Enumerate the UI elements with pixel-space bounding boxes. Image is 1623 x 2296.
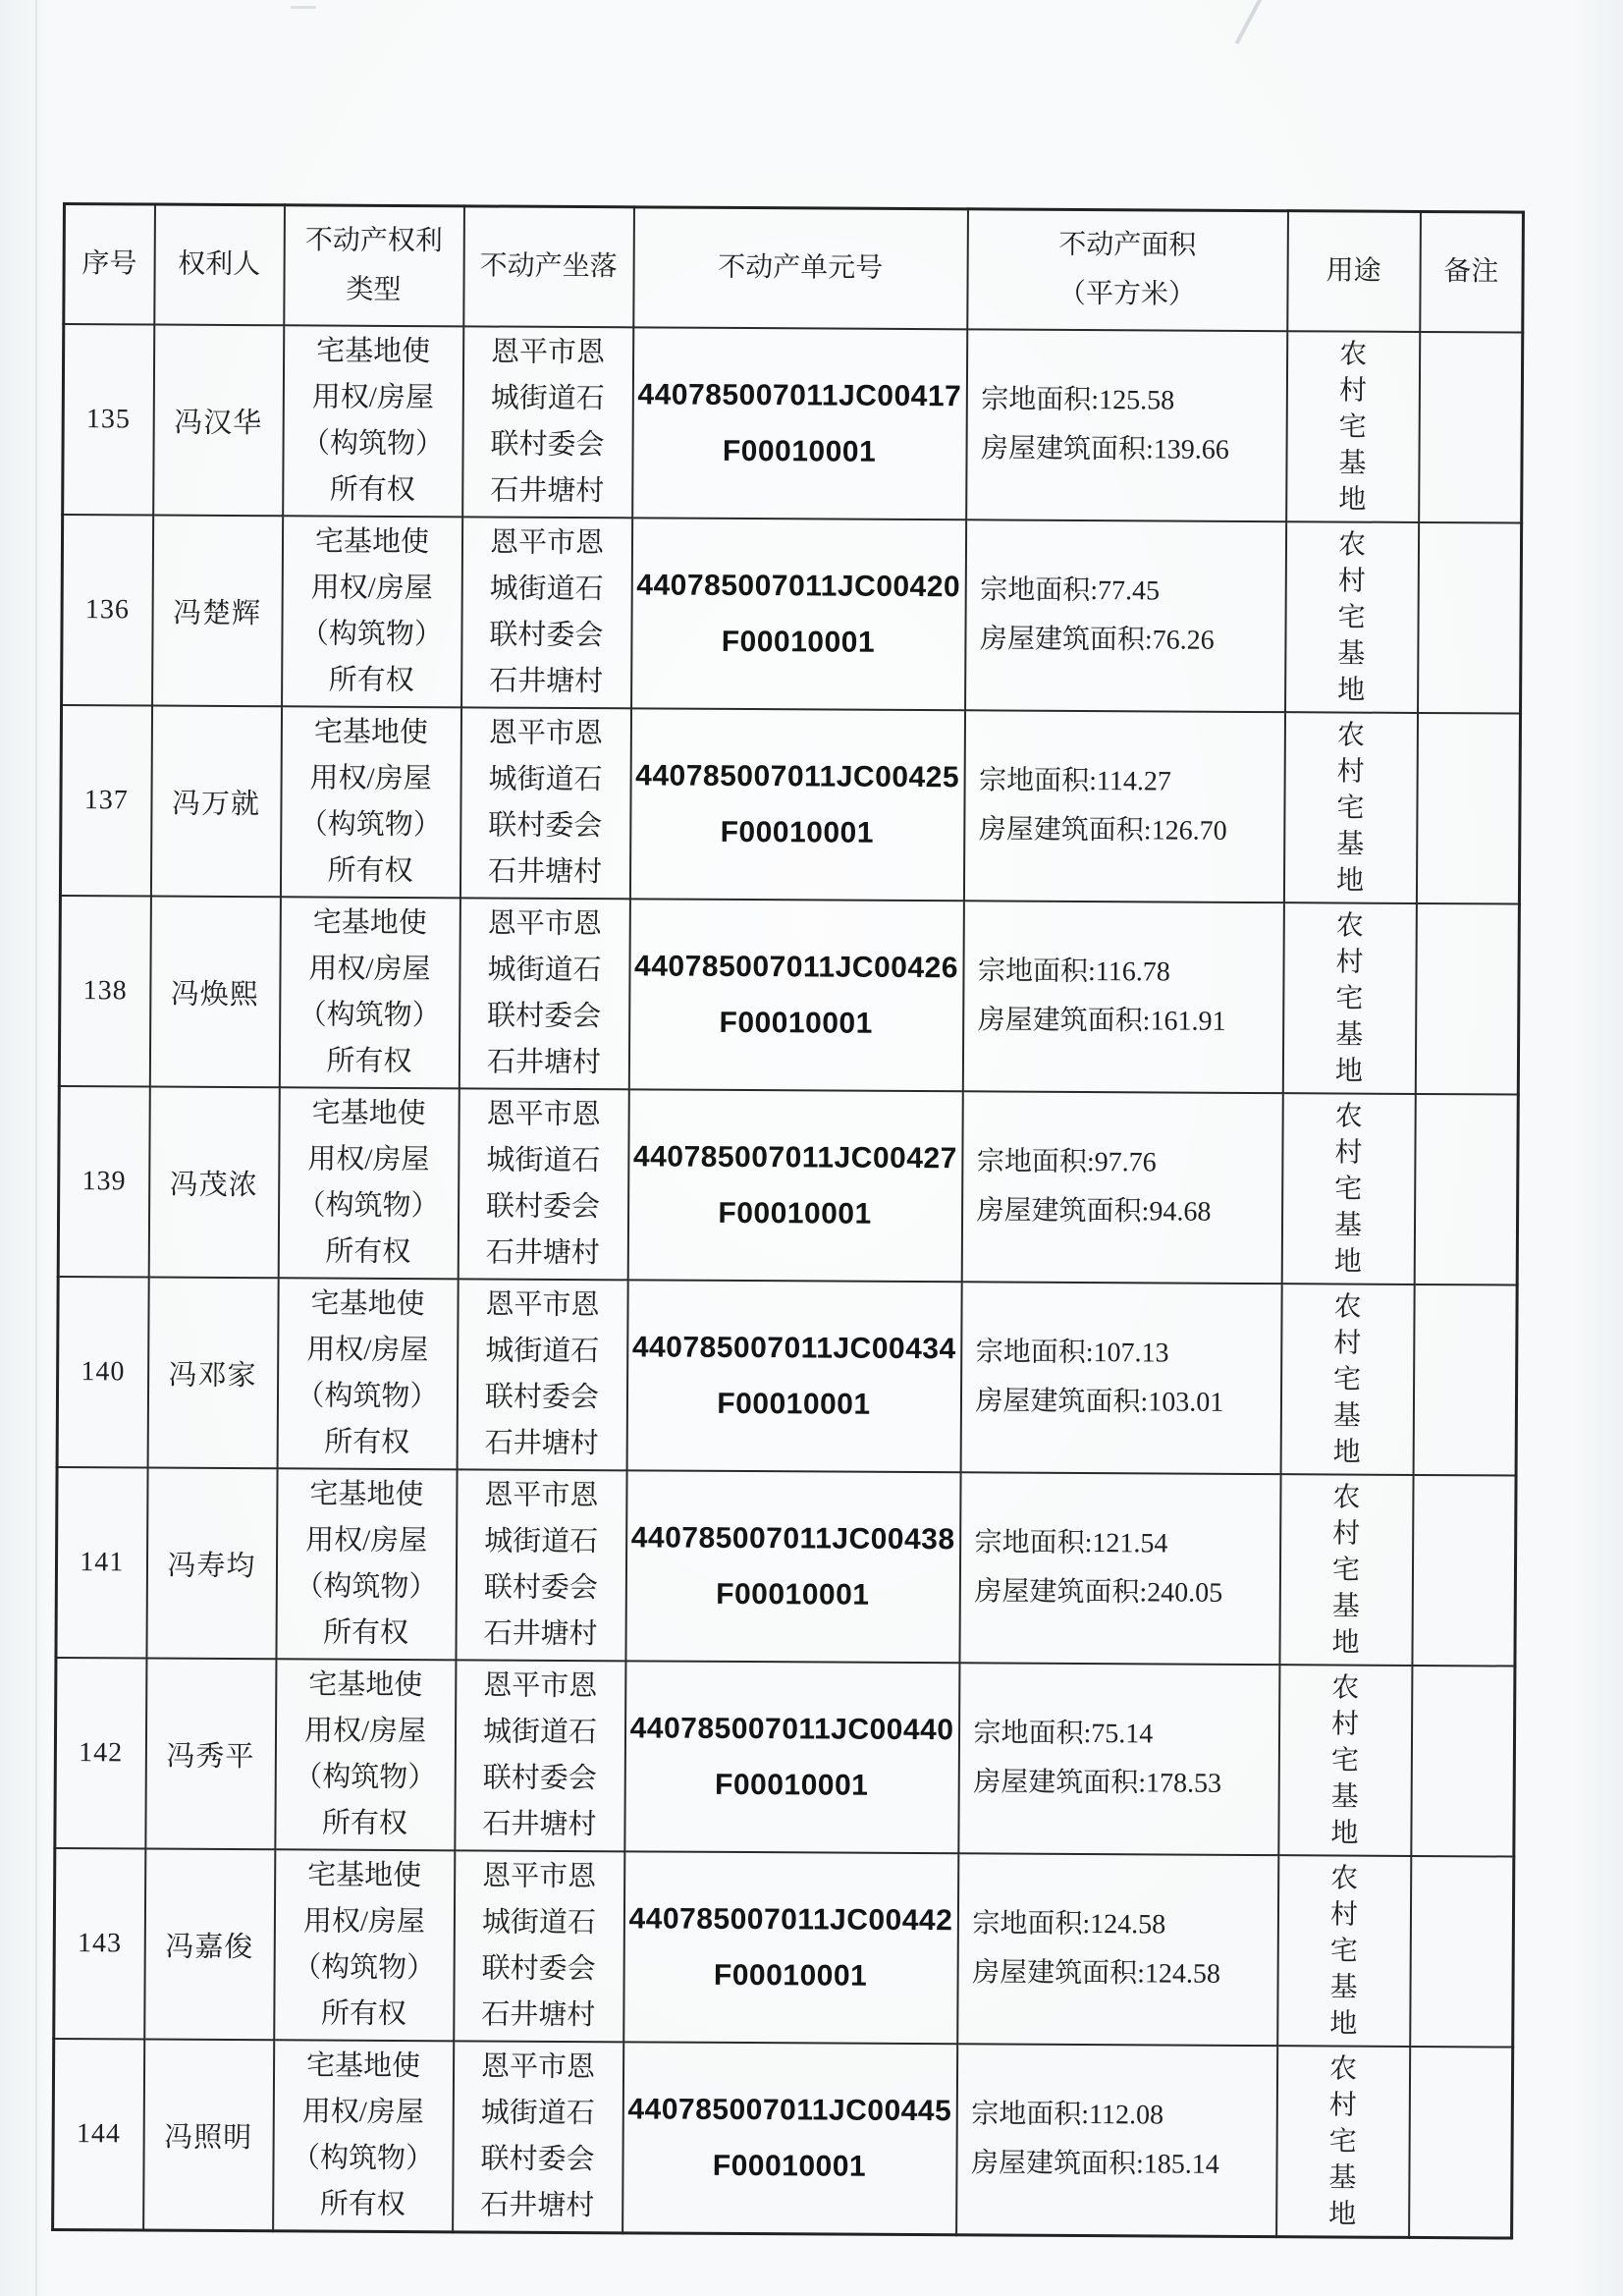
table-row — [58, 1086, 1518, 1285]
usage-vertical-text: 农村宅基地 — [1337, 528, 1367, 706]
usage-cell — [1277, 1855, 1411, 2047]
usage-cell — [1278, 1665, 1412, 1856]
usage-cell — [1276, 2046, 1410, 2237]
owner-cell: 冯万就 — [150, 706, 281, 898]
location-cell: 恩平市恩 城街道石 联村委会 石井塘村 — [460, 707, 630, 899]
right-type-cell: 宅基地使 用权/房屋 （构筑物） 所有权 — [274, 1849, 455, 2041]
owner-cell: 冯茂浓 — [148, 1087, 279, 1279]
usage-cell — [1279, 1474, 1413, 1666]
scan-edge-artifact — [35, 0, 37, 2296]
serial-cell: 142 — [55, 1658, 146, 1849]
location-cell: 恩平市恩 城街道石 联村委会 石井塘村 — [454, 1850, 624, 2042]
serial-cell: 139 — [58, 1086, 149, 1278]
area-cell: 宗地面积:77.45 房屋建筑面积:76.26 — [965, 519, 1286, 712]
owner-cell: 冯焕熙 — [149, 897, 280, 1088]
right-type-cell: 宅基地使 用权/房屋 （构筑物） 所有权 — [276, 1468, 457, 1660]
owner-cell: 冯楚辉 — [152, 516, 283, 707]
location-cell: 恩平市恩 城街道石 联村委会 石井塘村 — [461, 517, 632, 708]
area-cell: 宗地面积:116.78 房屋建筑面积:161.91 — [962, 901, 1283, 1093]
remark-cell — [1418, 522, 1522, 714]
usage-cell — [1282, 902, 1416, 1094]
usage-vertical-text: 农村宅基地 — [1338, 338, 1368, 516]
table-row — [63, 324, 1523, 523]
table-row — [53, 2039, 1513, 2238]
right-type-cell: 宅基地使 用权/房屋 （构筑物） 所有权 — [275, 1659, 456, 1850]
location-cell: 恩平市恩 城街道石 联村委会 石井塘村 — [462, 326, 633, 518]
right-type-cell: 宅基地使 用权/房屋 （构筑物） 所有权 — [280, 706, 460, 898]
unit-number-cell: 440785007011JC00440 F00010001 — [624, 1661, 959, 1853]
table-row — [55, 1658, 1515, 1857]
usage-cell — [1283, 712, 1417, 903]
unit-number-cell: 440785007011JC00427 F00010001 — [627, 1089, 962, 1282]
location-cell: 恩平市恩 城街道石 联村委会 石井塘村 — [458, 1088, 628, 1280]
remark-cell — [1409, 2047, 1513, 2238]
scan-corner-artifact — [1235, 0, 1268, 44]
unit-number-cell: 440785007011JC00425 F00010001 — [629, 708, 964, 901]
owner-cell: 冯寿均 — [146, 1468, 277, 1660]
right-type-cell: 宅基地使 用权/房屋 （构筑物） 所有权 — [278, 1087, 459, 1279]
remark-cell — [1410, 1856, 1514, 2048]
usage-vertical-text: 农村宅基地 — [1329, 1862, 1359, 2040]
area-cell: 宗地面积:124.58 房屋建筑面积:124.58 — [957, 1853, 1278, 2046]
serial-cell: 144 — [53, 2039, 144, 2230]
location-cell: 恩平市恩 城街道石 联村委会 石井塘村 — [457, 1279, 627, 1470]
table-wrapper — [51, 202, 1525, 2240]
usage-vertical-text: 农村宅基地 — [1330, 1671, 1360, 1849]
remark-cell — [1414, 1094, 1518, 1285]
usage-cell — [1286, 331, 1420, 522]
location-cell: 恩平市恩 城街道石 联村委会 石井塘村 — [453, 2041, 623, 2232]
usage-vertical-text: 农村宅基地 — [1331, 1481, 1361, 1659]
owner-cell: 冯秀平 — [145, 1659, 276, 1850]
unit-number-cell: 440785007011JC00442 F00010001 — [623, 1851, 958, 2044]
header-serial: 序号 — [64, 204, 155, 325]
area-cell: 宗地面积:125.58 房屋建筑面积:139.66 — [966, 329, 1287, 521]
header-unit-number: 不动产单元号 — [633, 207, 968, 329]
right-type-cell: 宅基地使 用权/房屋 （构筑物） 所有权 — [277, 1278, 458, 1469]
serial-cell: 143 — [54, 1848, 145, 2040]
serial-cell: 135 — [63, 324, 154, 516]
area-cell: 宗地面积:112.08 房屋建筑面积:185.14 — [956, 2044, 1277, 2236]
location-cell: 恩平市恩 城街道石 联村委会 石井塘村 — [455, 1660, 625, 1851]
serial-cell: 137 — [60, 705, 151, 897]
remark-cell — [1412, 1475, 1516, 1667]
unit-number-cell: 440785007011JC00420 F00010001 — [631, 518, 966, 710]
table-row — [62, 515, 1522, 714]
owner-cell: 冯照明 — [143, 2040, 274, 2231]
usage-vertical-text: 农村宅基地 — [1328, 2052, 1358, 2230]
table-row — [56, 1467, 1516, 1667]
usage-vertical-text: 农村宅基地 — [1335, 719, 1365, 897]
remark-cell — [1411, 1666, 1515, 1857]
remark-cell — [1416, 713, 1520, 904]
area-cell: 宗地面积:114.27 房屋建筑面积:126.70 — [963, 710, 1284, 902]
right-type-cell: 宅基地使 用权/房屋 （构筑物） 所有权 — [273, 2040, 454, 2232]
usage-vertical-text: 农村宅基地 — [1333, 1100, 1363, 1278]
scan-smudge-artifact — [291, 6, 316, 9]
area-cell: 宗地面积:121.54 房屋建筑面积:240.05 — [959, 1472, 1280, 1665]
right-type-cell: 宅基地使 用权/房屋 （构筑物） 所有权 — [283, 325, 463, 517]
table-row — [60, 705, 1520, 904]
header-usage: 用途 — [1287, 211, 1421, 332]
unit-number-cell: 440785007011JC00417 F00010001 — [632, 327, 967, 519]
table-header-row — [64, 204, 1524, 333]
usage-cell — [1281, 1093, 1415, 1285]
unit-number-cell: 440785007011JC00445 F00010001 — [622, 2042, 957, 2234]
area-cell: 宗地面积:75.14 房屋建筑面积:178.53 — [958, 1663, 1279, 1855]
header-area: 不动产面积 （平方米） — [967, 209, 1288, 331]
location-cell: 恩平市恩 城街道石 联村委会 石井塘村 — [459, 898, 629, 1089]
serial-cell: 136 — [62, 515, 153, 706]
owner-cell: 冯汉华 — [153, 325, 284, 517]
serial-cell: 141 — [56, 1467, 147, 1659]
header-right-type: 不动产权利 类型 — [284, 205, 464, 327]
table-row — [57, 1277, 1517, 1476]
unit-number-cell: 440785007011JC00426 F00010001 — [628, 899, 963, 1091]
table-body — [53, 324, 1523, 2238]
right-type-cell: 宅基地使 用权/房屋 （构筑物） 所有权 — [279, 897, 460, 1088]
usage-cell — [1280, 1284, 1414, 1475]
header-owner: 权利人 — [154, 204, 285, 325]
usage-vertical-text: 农村宅基地 — [1334, 909, 1364, 1087]
usage-cell — [1285, 521, 1419, 713]
unit-number-cell: 440785007011JC00434 F00010001 — [626, 1280, 961, 1472]
serial-cell: 138 — [59, 896, 150, 1087]
property-register-table — [51, 202, 1525, 2240]
unit-number-cell: 440785007011JC00438 F00010001 — [625, 1470, 960, 1663]
owner-cell: 冯邓家 — [147, 1278, 278, 1469]
usage-vertical-text: 农村宅基地 — [1332, 1290, 1362, 1468]
header-remark: 备注 — [1420, 211, 1524, 332]
right-type-cell: 宅基地使 用权/房屋 （构筑物） 所有权 — [282, 516, 462, 707]
area-cell: 宗地面积:107.13 房屋建筑面积:103.01 — [960, 1282, 1281, 1474]
remark-cell — [1415, 903, 1519, 1095]
table-row — [54, 1848, 1514, 2048]
location-cell: 恩平市恩 城街道石 联村委会 石井塘村 — [456, 1469, 626, 1661]
serial-cell: 140 — [57, 1277, 148, 1468]
area-cell: 宗地面积:97.76 房屋建筑面积:94.68 — [961, 1091, 1282, 1284]
remark-cell — [1413, 1285, 1517, 1476]
remark-cell — [1419, 332, 1523, 523]
owner-cell: 冯嘉俊 — [144, 1849, 275, 2041]
header-location: 不动产坐落 — [463, 206, 634, 327]
table-row — [59, 896, 1519, 1095]
